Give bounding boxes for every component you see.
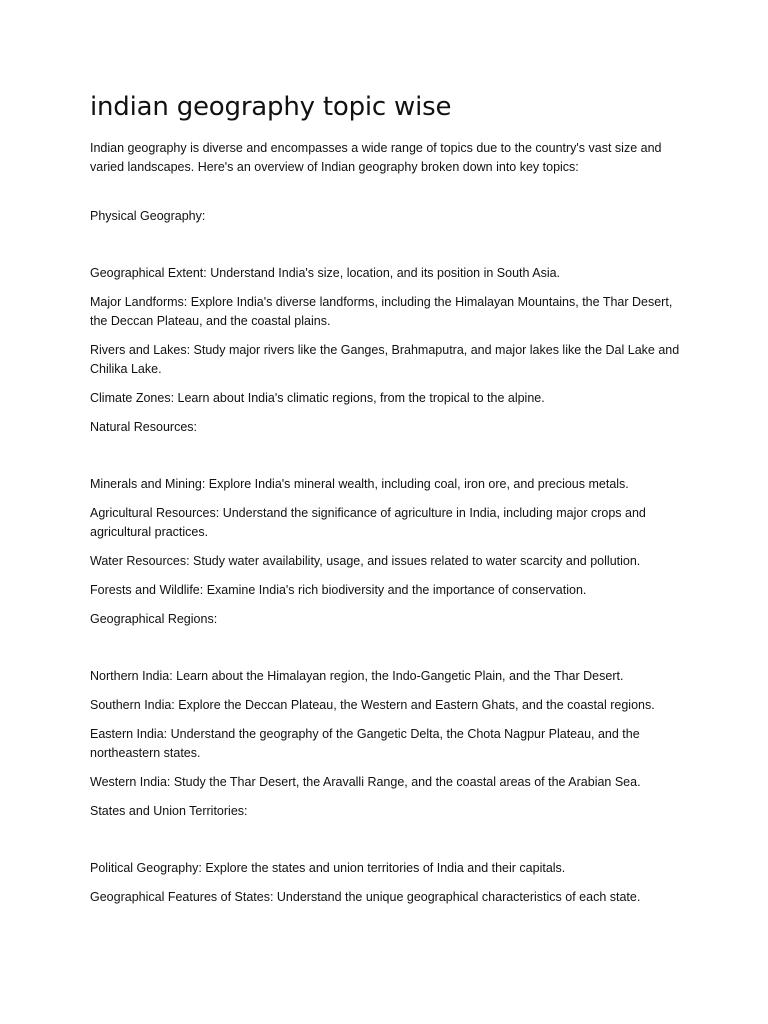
list-item: Rivers and Lakes: Study major rivers like the Ganges, Brahmaputra, and major lakes like the Dal Lake and Chilika Lake. — [90, 343, 680, 377]
document-body — [90, 92, 690, 917]
list-item: Northern India: Learn about the Himalayan region, the Indo-Gangetic Plain, and the Thar Desert. — [90, 669, 624, 684]
list-item: Geographical Features of States: Understand the unique geographical characteristics of each state. — [90, 890, 641, 905]
list-item: Climate Zones: Learn about India's climatic regions, from the tropical to the alpine. — [90, 391, 545, 406]
list-item: Agricultural Resources: Understand the significance of agriculture in India, including major crops and agricultural practices. — [90, 506, 646, 540]
section-heading: Physical Geography: — [90, 209, 206, 224]
section-heading: States and Union Territories: — [90, 804, 248, 819]
list-item: Eastern India: Understand the geography of the Gangetic Delta, the Chota Nagpur Plateau, and the northeastern states. — [90, 727, 640, 761]
list-item: Water Resources: Study water availability, usage, and issues related to water scarcity and pollution. — [90, 554, 641, 569]
list-item: Western India: Study the Thar Desert, the Aravalli Range, and the coastal areas of the Arabian Sea. — [90, 775, 641, 790]
section-states-union-territories — [90, 802, 690, 907]
list-item: Major Landforms: Explore India's diverse landforms, including the Himalayan Mountains, the Thar Desert, the Deccan Plateau, and the coastal plains. — [90, 295, 673, 329]
section-physical-geography — [90, 207, 690, 408]
section-natural-resources — [90, 418, 690, 600]
list-item: Forests and Wildlife: Examine India's rich biodiversity and the importance of conservation. — [90, 583, 587, 598]
list-item: Southern India: Explore the Deccan Plateau, the Western and Eastern Ghats, and the coastal regions. — [90, 698, 655, 713]
list-item: Minerals and Mining: Explore India's mineral wealth, including coal, iron ore, and precious metals. — [90, 477, 629, 492]
section-heading: Geographical Regions: — [90, 612, 218, 627]
section-geographical-regions — [90, 610, 690, 792]
document-title: indian geography topic wise — [90, 92, 452, 122]
intro-paragraph: Indian geography is diverse and encompasses a wide range of topics due to the country's vast size and varied landscapes. Here's an overview of Indian geography broken down into key topics: — [90, 141, 662, 175]
section-heading: Natural Resources: — [90, 420, 197, 435]
list-item: Geographical Extent: Understand India's size, location, and its position in South Asia. — [90, 266, 561, 281]
list-item: Political Geography: Explore the states and union territories of India and their capitals. — [90, 861, 566, 876]
